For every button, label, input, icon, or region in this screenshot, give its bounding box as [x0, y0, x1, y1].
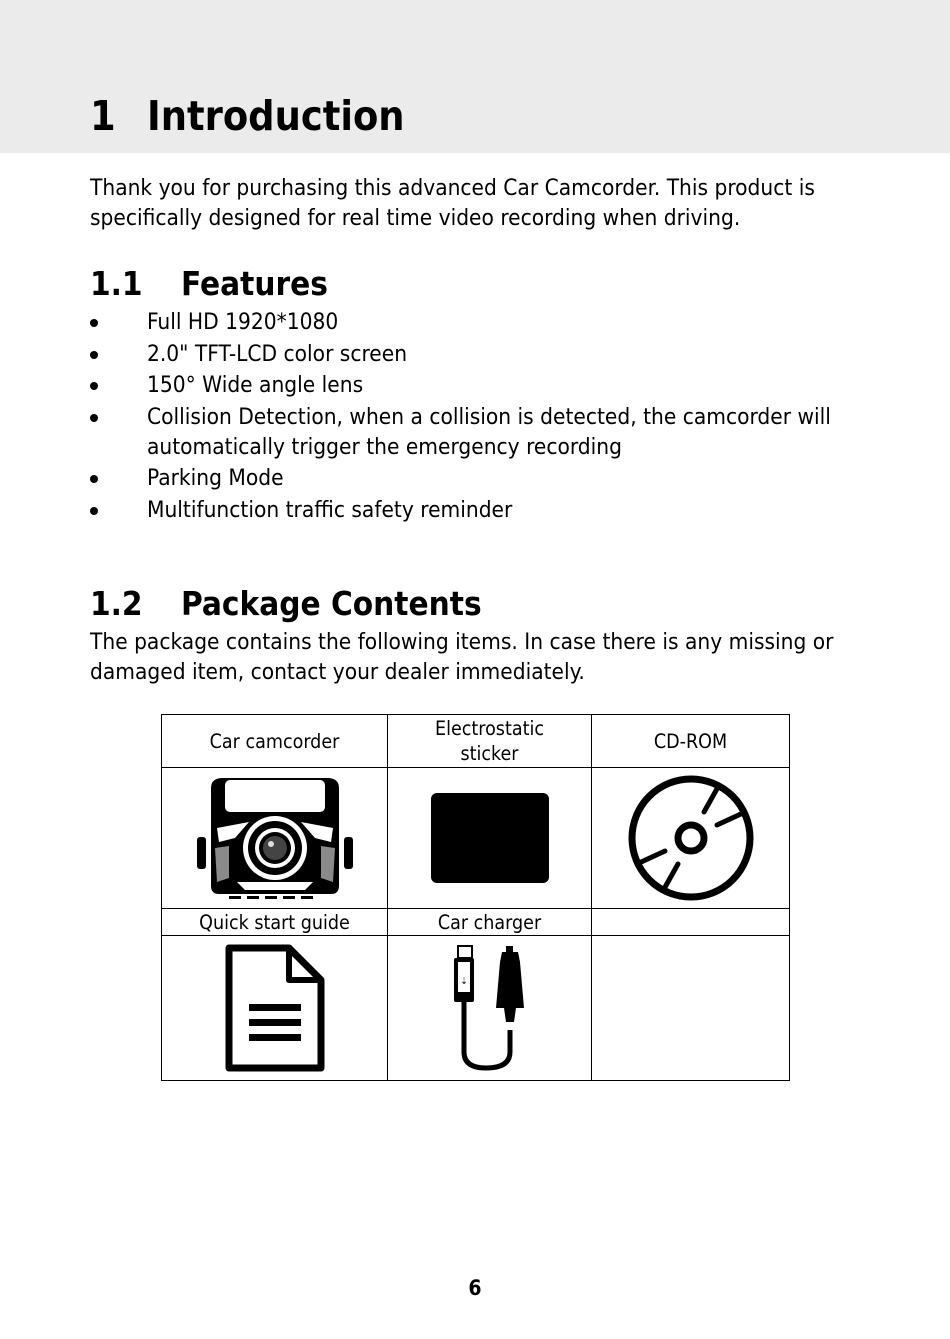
feature-text: Multifunction traffic safety reminder	[147, 496, 513, 523]
features-list	[90, 307, 880, 526]
bullet-icon	[90, 414, 98, 422]
item-label-empty	[592, 909, 790, 936]
svg-text:⇣: ⇣	[459, 976, 468, 986]
package-paragraph: The package contains the following items. In case there is any missing or damaged item, contact your dealer immediately.	[90, 629, 834, 685]
car-charger-icon	[450, 944, 530, 1072]
bullet-icon	[90, 319, 98, 327]
item-label-car-camcorder: Car camcorder	[162, 715, 388, 768]
item-label-quick-start-guide: Quick start guide	[162, 909, 388, 936]
features-title: Features	[181, 264, 328, 303]
feature-text: Full HD 1920*1080	[147, 309, 339, 335]
feature-item	[90, 402, 880, 462]
features-number: 1.1	[90, 264, 143, 303]
feature-text: 2.0" TFT-LCD color screen	[147, 340, 408, 367]
item-image-electrostatic-sticker	[388, 768, 592, 909]
feature-item	[90, 339, 880, 369]
bullet-icon	[90, 382, 98, 390]
feature-text: 150° Wide angle lens	[147, 372, 364, 398]
item-label-electrostatic-sticker	[388, 715, 592, 768]
package-title: Package Contents	[181, 584, 482, 623]
feature-item	[90, 463, 880, 493]
cd-rom-icon	[626, 773, 756, 903]
bullet-icon	[90, 475, 98, 483]
feature-text: Collision Detection, when a collision is detected, the camcorder will automatically trigger the emergency recording	[147, 403, 831, 460]
chapter-title: Introduction	[147, 92, 405, 140]
item-image-empty	[592, 936, 790, 1081]
electrostatic-sticker-icon	[430, 792, 550, 884]
item-label-cd-rom: CD-ROM	[592, 715, 790, 768]
bullet-icon	[90, 507, 98, 515]
page-number: 6	[468, 1276, 482, 1300]
feature-item	[90, 307, 880, 337]
package-number: 1.2	[90, 584, 143, 623]
chapter-heading	[90, 92, 405, 140]
feature-item	[90, 495, 880, 525]
item-image-car-charger	[388, 936, 592, 1081]
features-heading	[90, 264, 328, 303]
car-camcorder-icon	[197, 776, 353, 900]
item-image-quick-start-guide	[162, 936, 388, 1081]
package-contents-table	[161, 714, 790, 1081]
item-label-car-charger: Car charger	[388, 909, 592, 936]
bullet-icon	[90, 351, 98, 359]
item-label-text: Electrostatic sticker	[435, 717, 544, 765]
intro-paragraph: Thank you for purchasing this advanced Car Camcorder. This product is specifically designed for real time video recording when driving.	[90, 175, 815, 231]
document-icon	[225, 944, 325, 1072]
feature-text: Parking Mode	[147, 465, 284, 491]
feature-item	[90, 370, 880, 400]
package-heading	[90, 584, 482, 623]
item-image-car-camcorder	[162, 768, 388, 909]
chapter-number: 1	[90, 92, 116, 140]
item-image-cd-rom	[592, 768, 790, 909]
